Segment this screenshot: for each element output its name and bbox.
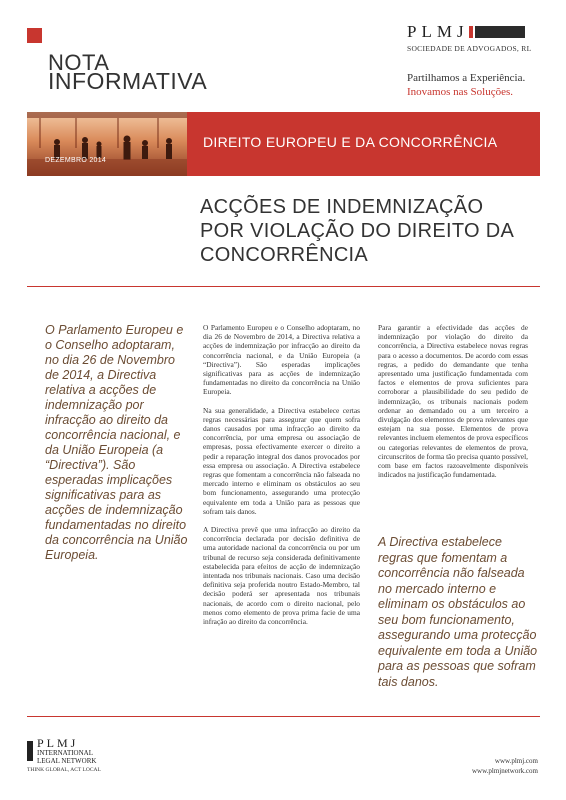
footer-network-logo [27,737,101,773]
lead-paragraph: O Parlamento Europeu e o Conselho adoptaram, no dia 26 de Novembro de 2014, a Directiva relativa a acções de indemnização por infracção ao direito da concorrência nacional, e da União Europeia (a “Directiva”). São esperadas implicações significativas para as acções de indemnização fundamentadas no direito da concorrência na União Europeia. [45,323,188,562]
pull-quote: A Directiva estabelece regras que fomentam a concorrência não falseada no mercado interno e eliminam os obstáculos ao seu bom funcionamento, assegurando uma protecção equivalente em toda a União para as pessoas que sofram tais danos. [378,535,538,689]
footer-tagline: THINK GLOBAL, ACT LOCAL [27,767,101,773]
plmj-logo [407,22,542,53]
top-divider [27,286,540,287]
section-banner [27,112,540,176]
footer-line1: INTERNATIONAL [37,749,93,757]
article-title-line2: POR VIOLAÇÃO DO DIREITO DA [200,220,515,242]
footer-url-network[interactable]: www.plmjnetwork.com [471,767,538,775]
section-title: DIREITO EUROPEU E DA CONCORRÊNCIA [203,134,498,150]
article-title-line1: ACÇÕES DE INDEMNIZAÇÃO [200,196,484,218]
article-title-line3: CONCORRÊNCIA [200,244,369,266]
body-paragraph: Para garantir a efectividade das acções de indemnização por violação do direito da concorrência, a Directiva estabelece novas regras para o acesso a documentos. De acordo com essas regras, a pedido do demandante que tenha apresentado uma justificação fundamentada com factos e elementos de prova suficientes para corroborar a plausibilidade do seu pedido de indemnização, os tribunais nacionais podem ordenar ao demandado ou a um terceiro a divulgação dos elementos de prova relevantes que estejam na sua posse. Elementos de prova relevantes incluem elementos de prova específicos ou categorias relevantes de elementos de prova, circunscritos de forma tão precisa quanto possível, com base em factos razoavelmente disponíveis indicados na justificação fundamentada. [378,323,528,480]
logo-text: PLMJ [407,22,469,41]
logo-bar-icon [475,26,525,38]
body-paragraph: Na sua generalidade, a Directiva estabelece certas regras necessárias para assegurar que quem sofra danos causados por uma infracção ao direito da concorrência, por uma empresa ou associação de empresas, possa efectivamente exercer o direito a pedir a reparação integral dos danos provocados por essa empresa ou associação. A Directiva estabelece regras que fomentam a concorrência não falseada no mercado interno e eliminam os obstáculos ao seu bom funcionamento, assegurando uma protecção equivalente em toda a União para as pessoas que sofram tais danos. [203,405,360,516]
body-column-2 [203,323,360,635]
footer-url-plmj[interactable]: www.plmj.com [494,757,538,765]
body-paragraph: A Directiva prevê que uma infracção ao direito da concorrência declarada por decisão definitiva de uma autoridade nacional da concorrência ou por um tribunal de recurso seja considerada definitivamente estabelecida para efeitos de acção de indemnização intentada nos tribunais nacionais. Caso uma decisão definitiva seja proferida noutro Estado-Membro, tal decisão poderá ser apresentada nos tribunais nacionais, de acordo com o direito nacional, pelo menos como elemento de prova prima facie de uma infração ao direito da concorrência. [203,525,360,627]
footer-line2: LEGAL NETWORK [37,757,97,765]
tagline-experience: Partilhamos a Experiência. [407,72,526,84]
body-paragraph: O Parlamento Europeu e o Conselho adoptaram, no dia 26 de Novembro de 2014, a Directiva relativa a acções de indemnização por infracção ao direito da concorrência nacional, e da União Europeia (a “Directiva”). São esperadas implicações significativas para as acções de indemnização fundamentadas no direito da concorrência na União Europeia. [203,323,360,397]
footer-logo-text: PLMJ [37,736,79,750]
banner-photo [27,112,187,176]
body-column-3 [378,323,528,488]
people-silhouettes-icon [27,112,187,176]
bottom-divider [27,716,540,717]
tagline-solutions: Inovamos nas Soluções. [407,86,514,98]
issue-date: DEZEMBRO 2014 [45,157,107,164]
nota-title-line1: NOTA [48,50,110,75]
article-title [200,195,530,267]
corner-square-decoration [27,28,42,43]
network-mark-icon [27,741,33,761]
nota-title-line2: INFORMATIVA [48,68,208,94]
logo-subtitle: SOCIEDADE DE ADVOGADOS, RL [407,44,532,53]
